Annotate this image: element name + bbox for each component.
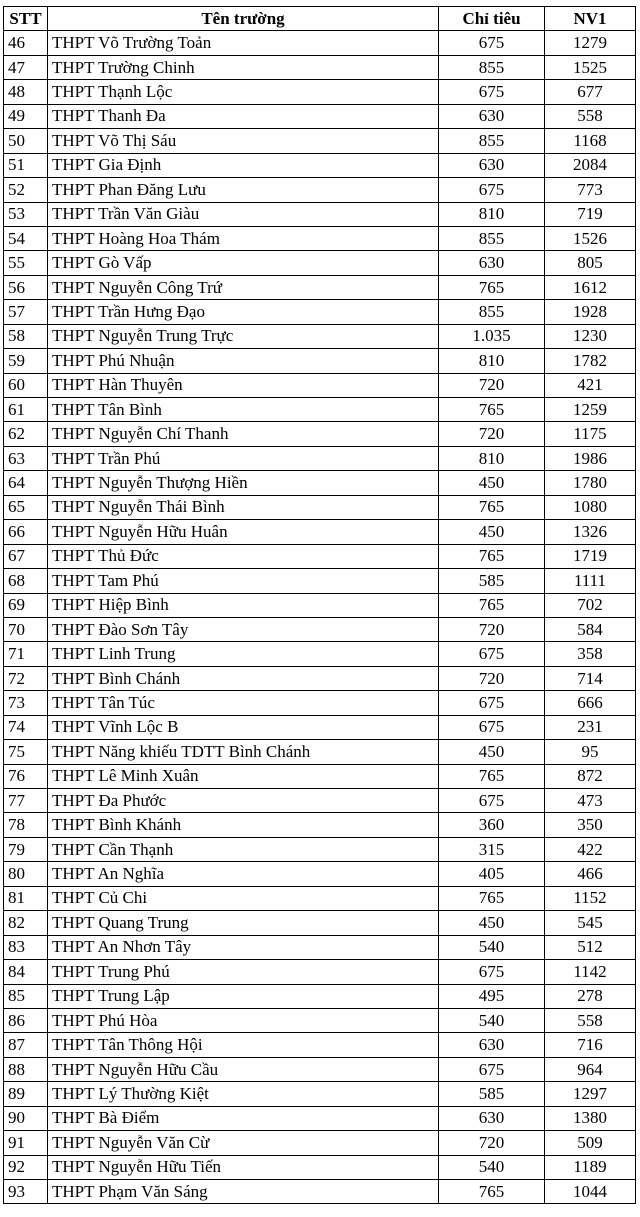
table-row (4, 275, 636, 299)
cell-stt: 47 (4, 55, 48, 79)
cell-nv1: 714 (545, 666, 636, 690)
cell-quota: 540 (439, 1155, 545, 1179)
cell-school-name: THPT Gò Vấp (48, 251, 439, 275)
cell-stt: 63 (4, 446, 48, 470)
cell-nv1: 421 (545, 373, 636, 397)
cell-stt: 71 (4, 642, 48, 666)
admission-table-sheet (3, 6, 635, 1204)
cell-nv1: 278 (545, 984, 636, 1008)
cell-school-name: THPT Bà Điểm (48, 1106, 439, 1130)
cell-quota: 585 (439, 569, 545, 593)
cell-school-name: THPT Võ Thị Sáu (48, 129, 439, 153)
cell-school-name: THPT Nguyễn Văn Cừ (48, 1131, 439, 1155)
table-row (4, 960, 636, 984)
cell-quota: 855 (439, 226, 545, 250)
cell-school-name: THPT An Nghĩa (48, 862, 439, 886)
header-stt: STT (4, 7, 48, 31)
cell-nv1: 1279 (545, 31, 636, 55)
cell-stt: 84 (4, 960, 48, 984)
table-row (4, 520, 636, 544)
cell-nv1: 1230 (545, 324, 636, 348)
cell-nv1: 1928 (545, 300, 636, 324)
cell-quota: 675 (439, 1057, 545, 1081)
cell-quota: 810 (439, 349, 545, 373)
cell-nv1: 350 (545, 813, 636, 837)
cell-nv1: 1612 (545, 275, 636, 299)
cell-school-name: THPT Trần Văn Giàu (48, 202, 439, 226)
table-body (4, 31, 636, 1204)
table-row (4, 935, 636, 959)
cell-quota: 630 (439, 153, 545, 177)
table-row (4, 153, 636, 177)
cell-stt: 57 (4, 300, 48, 324)
cell-school-name: THPT Lý Thường Kiệt (48, 1082, 439, 1106)
cell-nv1: 805 (545, 251, 636, 275)
cell-stt: 49 (4, 104, 48, 128)
table-row (4, 544, 636, 568)
cell-school-name: THPT Bình Khánh (48, 813, 439, 837)
table-row (4, 251, 636, 275)
cell-school-name: THPT Thủ Đức (48, 544, 439, 568)
cell-school-name: THPT Thạnh Lộc (48, 80, 439, 104)
cell-nv1: 231 (545, 715, 636, 739)
cell-nv1: 422 (545, 837, 636, 861)
cell-school-name: THPT Trường Chinh (48, 55, 439, 79)
table-row (4, 178, 636, 202)
cell-stt: 61 (4, 398, 48, 422)
table-row (4, 691, 636, 715)
table-row (4, 349, 636, 373)
cell-quota: 540 (439, 1008, 545, 1032)
table-row (4, 471, 636, 495)
cell-quota: 675 (439, 31, 545, 55)
cell-quota: 630 (439, 1033, 545, 1057)
table-row (4, 31, 636, 55)
table-row (4, 862, 636, 886)
cell-school-name: THPT Trần Phú (48, 446, 439, 470)
table-row (4, 373, 636, 397)
header-quota: Chỉ tiêu (439, 7, 545, 31)
cell-stt: 72 (4, 666, 48, 690)
cell-quota: 315 (439, 837, 545, 861)
table-row (4, 617, 636, 641)
cell-stt: 87 (4, 1033, 48, 1057)
cell-school-name: THPT Võ Trường Toản (48, 31, 439, 55)
cell-school-name: THPT Tân Thông Hội (48, 1033, 439, 1057)
table-row (4, 1106, 636, 1130)
table-row (4, 422, 636, 446)
table-row (4, 129, 636, 153)
cell-nv1: 512 (545, 935, 636, 959)
cell-school-name: THPT Tam Phú (48, 569, 439, 593)
cell-school-name: THPT Trung Lập (48, 984, 439, 1008)
cell-school-name: THPT Bình Chánh (48, 666, 439, 690)
cell-nv1: 1986 (545, 446, 636, 470)
cell-nv1: 584 (545, 617, 636, 641)
cell-school-name: THPT Hoàng Hoa Thám (48, 226, 439, 250)
cell-school-name: THPT Củ Chi (48, 886, 439, 910)
table-row (4, 642, 636, 666)
cell-school-name: THPT Tân Túc (48, 691, 439, 715)
cell-nv1: 2084 (545, 153, 636, 177)
table-row (4, 740, 636, 764)
table-row (4, 1033, 636, 1057)
cell-stt: 73 (4, 691, 48, 715)
cell-nv1: 872 (545, 764, 636, 788)
cell-school-name: THPT Nguyễn Trung Trực (48, 324, 439, 348)
cell-quota: 855 (439, 129, 545, 153)
cell-nv1: 545 (545, 911, 636, 935)
cell-nv1: 773 (545, 178, 636, 202)
cell-stt: 65 (4, 495, 48, 519)
cell-school-name: THPT Nguyễn Hữu Cầu (48, 1057, 439, 1081)
header-nv1: NV1 (545, 7, 636, 31)
cell-quota: 810 (439, 446, 545, 470)
cell-nv1: 1044 (545, 1180, 636, 1204)
cell-nv1: 716 (545, 1033, 636, 1057)
cell-quota: 405 (439, 862, 545, 886)
table-row (4, 569, 636, 593)
cell-quota: 720 (439, 422, 545, 446)
table-row (4, 666, 636, 690)
cell-quota: 630 (439, 1106, 545, 1130)
cell-stt: 53 (4, 202, 48, 226)
cell-nv1: 558 (545, 104, 636, 128)
cell-stt: 78 (4, 813, 48, 837)
cell-quota: 720 (439, 1131, 545, 1155)
cell-stt: 89 (4, 1082, 48, 1106)
table-row (4, 324, 636, 348)
cell-nv1: 1189 (545, 1155, 636, 1179)
cell-school-name: THPT Linh Trung (48, 642, 439, 666)
cell-quota: 450 (439, 471, 545, 495)
cell-nv1: 1780 (545, 471, 636, 495)
table-row (4, 1155, 636, 1179)
cell-nv1: 666 (545, 691, 636, 715)
table-row (4, 984, 636, 1008)
table-row (4, 202, 636, 226)
cell-nv1: 509 (545, 1131, 636, 1155)
cell-stt: 48 (4, 80, 48, 104)
cell-school-name: THPT Đào Sơn Tây (48, 617, 439, 641)
cell-quota: 675 (439, 715, 545, 739)
cell-nv1: 964 (545, 1057, 636, 1081)
cell-quota: 450 (439, 520, 545, 544)
cell-nv1: 95 (545, 740, 636, 764)
table-row (4, 1180, 636, 1204)
cell-stt: 88 (4, 1057, 48, 1081)
cell-nv1: 1168 (545, 129, 636, 153)
cell-quota: 810 (439, 202, 545, 226)
cell-stt: 66 (4, 520, 48, 544)
cell-stt: 68 (4, 569, 48, 593)
cell-nv1: 1142 (545, 960, 636, 984)
table-row (4, 886, 636, 910)
table-row (4, 300, 636, 324)
cell-stt: 70 (4, 617, 48, 641)
table-row (4, 104, 636, 128)
cell-quota: 450 (439, 911, 545, 935)
cell-stt: 77 (4, 789, 48, 813)
cell-school-name: THPT Nguyễn Thái Bình (48, 495, 439, 519)
cell-school-name: THPT Trung Phú (48, 960, 439, 984)
cell-school-name: THPT An Nhơn Tây (48, 935, 439, 959)
cell-stt: 75 (4, 740, 48, 764)
cell-school-name: THPT Hàn Thuyên (48, 373, 439, 397)
cell-stt: 50 (4, 129, 48, 153)
cell-stt: 90 (4, 1106, 48, 1130)
cell-nv1: 1525 (545, 55, 636, 79)
table-header-row (4, 7, 636, 31)
cell-stt: 64 (4, 471, 48, 495)
cell-nv1: 1297 (545, 1082, 636, 1106)
cell-school-name: THPT Phạm Văn Sáng (48, 1180, 439, 1204)
table-row (4, 80, 636, 104)
cell-nv1: 1782 (545, 349, 636, 373)
cell-stt: 93 (4, 1180, 48, 1204)
admission-quota-table (3, 6, 636, 1204)
cell-nv1: 1380 (545, 1106, 636, 1130)
cell-school-name: THPT Nguyễn Chí Thanh (48, 422, 439, 446)
cell-quota: 540 (439, 935, 545, 959)
table-row (4, 715, 636, 739)
table-row (4, 446, 636, 470)
cell-nv1: 1080 (545, 495, 636, 519)
table-row (4, 911, 636, 935)
cell-school-name: THPT Tân Bình (48, 398, 439, 422)
cell-stt: 80 (4, 862, 48, 886)
cell-stt: 62 (4, 422, 48, 446)
table-row (4, 55, 636, 79)
cell-stt: 56 (4, 275, 48, 299)
header-school-name: Tên trường (48, 7, 439, 31)
cell-quota: 765 (439, 495, 545, 519)
cell-stt: 76 (4, 764, 48, 788)
table-row (4, 813, 636, 837)
cell-school-name: THPT Quang Trung (48, 911, 439, 935)
cell-nv1: 1152 (545, 886, 636, 910)
cell-quota: 630 (439, 251, 545, 275)
cell-quota: 495 (439, 984, 545, 1008)
table-row (4, 789, 636, 813)
cell-school-name: THPT Năng khiếu TDTT Bình Chánh (48, 740, 439, 764)
cell-stt: 55 (4, 251, 48, 275)
cell-quota: 675 (439, 178, 545, 202)
cell-nv1: 719 (545, 202, 636, 226)
table-row (4, 495, 636, 519)
cell-quota: 675 (439, 80, 545, 104)
cell-stt: 60 (4, 373, 48, 397)
table-row (4, 1057, 636, 1081)
cell-stt: 86 (4, 1008, 48, 1032)
cell-quota: 720 (439, 617, 545, 641)
cell-quota: 675 (439, 691, 545, 715)
cell-nv1: 1719 (545, 544, 636, 568)
cell-quota: 1.035 (439, 324, 545, 348)
cell-quota: 855 (439, 55, 545, 79)
cell-stt: 58 (4, 324, 48, 348)
cell-stt: 83 (4, 935, 48, 959)
cell-nv1: 1175 (545, 422, 636, 446)
cell-school-name: THPT Lê Minh Xuân (48, 764, 439, 788)
cell-school-name: THPT Gia Định (48, 153, 439, 177)
cell-school-name: THPT Nguyễn Thượng Hiền (48, 471, 439, 495)
cell-quota: 675 (439, 960, 545, 984)
cell-quota: 765 (439, 275, 545, 299)
cell-nv1: 558 (545, 1008, 636, 1032)
table-row (4, 1082, 636, 1106)
cell-quota: 675 (439, 789, 545, 813)
cell-school-name: THPT Cần Thạnh (48, 837, 439, 861)
cell-quota: 765 (439, 544, 545, 568)
cell-stt: 79 (4, 837, 48, 861)
table-row (4, 398, 636, 422)
cell-school-name: THPT Nguyễn Hữu Huân (48, 520, 439, 544)
cell-stt: 54 (4, 226, 48, 250)
cell-stt: 81 (4, 886, 48, 910)
cell-quota: 450 (439, 740, 545, 764)
cell-quota: 720 (439, 666, 545, 690)
cell-quota: 765 (439, 764, 545, 788)
cell-nv1: 466 (545, 862, 636, 886)
cell-quota: 585 (439, 1082, 545, 1106)
cell-stt: 92 (4, 1155, 48, 1179)
cell-school-name: THPT Trần Hưng Đạo (48, 300, 439, 324)
table-row (4, 593, 636, 617)
cell-stt: 82 (4, 911, 48, 935)
cell-school-name: THPT Hiệp Bình (48, 593, 439, 617)
table-row (4, 764, 636, 788)
cell-nv1: 1259 (545, 398, 636, 422)
cell-nv1: 702 (545, 593, 636, 617)
cell-nv1: 677 (545, 80, 636, 104)
cell-quota: 720 (439, 373, 545, 397)
cell-stt: 67 (4, 544, 48, 568)
cell-quota: 855 (439, 300, 545, 324)
cell-stt: 91 (4, 1131, 48, 1155)
cell-nv1: 358 (545, 642, 636, 666)
cell-stt: 59 (4, 349, 48, 373)
cell-quota: 360 (439, 813, 545, 837)
cell-stt: 51 (4, 153, 48, 177)
cell-nv1: 1111 (545, 569, 636, 593)
cell-nv1: 473 (545, 789, 636, 813)
cell-quota: 765 (439, 593, 545, 617)
cell-school-name: THPT Nguyễn Công Trứ (48, 275, 439, 299)
cell-school-name: THPT Phú Nhuận (48, 349, 439, 373)
cell-quota: 675 (439, 642, 545, 666)
cell-school-name: THPT Phan Đăng Lưu (48, 178, 439, 202)
cell-quota: 630 (439, 104, 545, 128)
cell-school-name: THPT Đa Phước (48, 789, 439, 813)
table-row (4, 837, 636, 861)
cell-quota: 765 (439, 398, 545, 422)
cell-quota: 765 (439, 1180, 545, 1204)
cell-stt: 69 (4, 593, 48, 617)
cell-stt: 46 (4, 31, 48, 55)
cell-quota: 765 (439, 886, 545, 910)
cell-school-name: THPT Nguyễn Hữu Tiến (48, 1155, 439, 1179)
cell-stt: 74 (4, 715, 48, 739)
table-row (4, 1008, 636, 1032)
table-row (4, 226, 636, 250)
cell-school-name: THPT Phú Hòa (48, 1008, 439, 1032)
cell-stt: 52 (4, 178, 48, 202)
cell-stt: 85 (4, 984, 48, 1008)
cell-nv1: 1526 (545, 226, 636, 250)
table-row (4, 1131, 636, 1155)
cell-nv1: 1326 (545, 520, 636, 544)
cell-school-name: THPT Thanh Đa (48, 104, 439, 128)
cell-school-name: THPT Vĩnh Lộc B (48, 715, 439, 739)
